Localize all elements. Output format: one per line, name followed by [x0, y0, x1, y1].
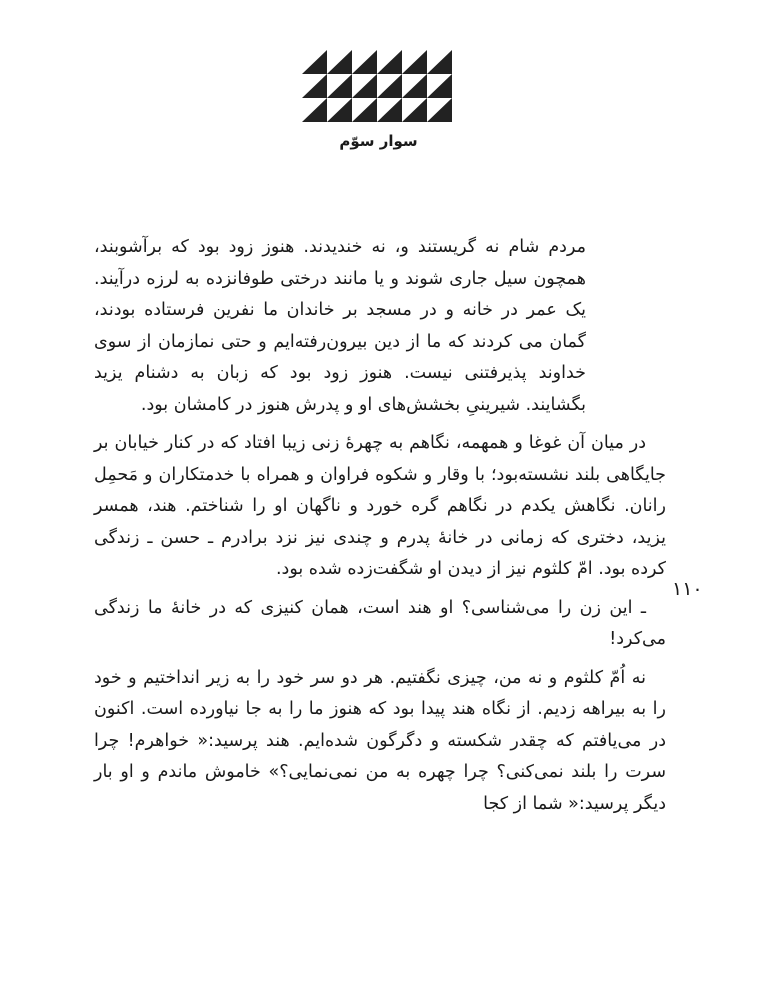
paragraph-3: ـ این زن را می‌شناسی؟ او هند است، همان کنیزی که در خانهٔ ما زندگی می‌کرد! [94, 597, 666, 649]
ornament-triangle [402, 98, 427, 122]
ornament-triangle [327, 74, 352, 98]
ornament-triangle [302, 50, 327, 74]
ornament-triangle [352, 74, 377, 98]
ornament-triangle [327, 50, 352, 74]
ornament-triangle [377, 74, 402, 98]
paragraph-1: مردم شام نه گریستند و، نه خندیدند. هنوز زود بود که برآشوبند، همچون سیل جاری شوند و یا مانند درختی طوفانزده به لرزه درآیند. یک عمر در خانه و در مسجد بر خاندان ما نفرین فرستاده بودند، گمان می کردند که ما از دین بیرون‌رفته‌ایم و حتی نمازمان از سوی خداوند پذیرفتنی نیست. هنوز زود بود که زبان به دشنام یزید بگشایند. شیرینیِ بخشش‌های او و پدرش هنوز در کامشان بود. [94, 237, 586, 415]
ornament-triangle [427, 74, 452, 98]
ornament-triangle [402, 50, 427, 74]
ornament-triangle [302, 74, 327, 98]
paragraph-2: در میان آن غوغا و همهمه، نگاهم به چهرهٔ زنی زیبا افتاد که در کنار خیابان بر جایگاهی بلند نشسته‌بود؛ با وقار و شکوه فراوان و همراه با خدمتکاران و مَحمِل رانان. نگاهش یکدم در نگاهم گره خورد و ناگهان او را شناختم. هند، همسر یزید، دختری که زمانی در خانهٔ پدرم و چندی نیز نزد برادرم ـ حسن ـ زندگی کرده بود. امّ کلثوم نیز از دیدن او شگفت‌زده شده بود. [94, 433, 666, 579]
ornament-triangle [352, 98, 377, 122]
page-number: ۱۱۰ [672, 578, 703, 600]
ornament-triangle [377, 98, 402, 122]
ornament-triangle [427, 50, 452, 74]
ornament-triangle [402, 74, 427, 98]
triangle-pattern-ornament-icon [302, 50, 452, 122]
paragraph-4: نه اُمّ کلثوم و نه من، چیزی نگفتیم. هر دو سر خود را به زیر انداختیم و خود را به بیراهه زدیم. از نگاه هند پیدا بود که هنوز ما را به جا نیاورده است. اکنون در می‌یافتم که چقدر شکسته و دگرگون شده‌ایم. هند پرسید:« خواهرم! چرا سرت را بلند نمی‌کنی؟ چرا چهره به من نمی‌نمایی؟» خاموش ماندم و او بار دیگر پرسید:« شما از کجا [94, 667, 666, 814]
ornament-triangle [302, 98, 327, 122]
body-text [94, 232, 666, 827]
ornament-triangle [352, 50, 377, 74]
ornament-triangle [377, 50, 402, 74]
ornament-triangle [327, 98, 352, 122]
ornament-triangle [427, 98, 452, 122]
chapter-title: سوار سوّم [339, 132, 418, 150]
